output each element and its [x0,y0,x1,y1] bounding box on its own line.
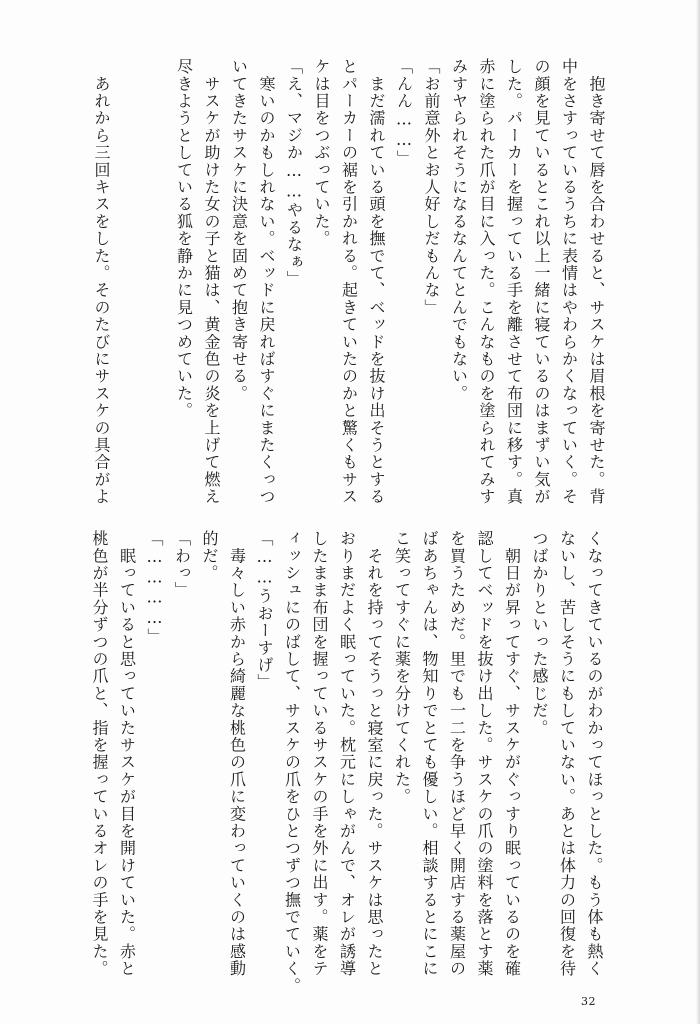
upper-text-block: 抱き寄せて唇を合わせると、サスケは眉根を寄せた。背 中をさすっているうちに表情はやわらかくなっていく。そ の顔を見ているとこれ以上一緒に寝ているのはまずい気が した。パーカーを握っている手を離させて布団に移す。真 赤に塗られた爪が目に入った。こんなものを塗られてみす みすヤられそうになるなんてとんでもない。 「お前意外とお人好しだもんな」 「んん……」 まだ濡れている頭を撫でて、ベッドを抜け出そうとする とパーカーの裾を引かれる。起きていたのかと驚くもサス ケは目をつぶっていた。 「え、マジか……やるなぁ」 寒いのかもしれない。ベッドに戻ればすぐにまたくっつ いてきたサスケに決意を固めて抱き寄せる。 サスケが助けた女の子と猫は、黄金色の炎を上げて燃え 尽きようとしている狐を静かに見つめていた。 あれから三回キスをした。そのたびにサスケの具合がよ [92,58,606,506]
page-number: 32 [581,995,596,1008]
lower-text-block: くなってきているのがわかってほっとした。もう体も熱く ないし、苦しそうにもしていない。あとは体力の回復を待 つばかりといった感じだ。 朝日が昇ってすぐ、サスケがぐっすり眠っているのを確 認してベッドを抜け出した。サスケの爪の塗料を落とす薬 を買うためだ。里でも一二を争うほど早く開店する薬屋の ばあちゃんは、物知りでとても優しい。相談するとにこに こ笑ってすぐに薬を分けてくれた。 それを持ってそうっと寝室に戻った。サスケは思ったと おりまだよく眠っていた。枕元にしゃがんで、オレが誘導 したまま布団を握っているサスケの手を外に出す。薬をテ ィッシュにのばして、サスケの爪をひとつずつ撫でていく。 「……うおーすげ」 毒々しい赤から綺麗な桃色の爪に変わっていくのは感動 的だ。 「わっ」 「…………」 眠っていると思っていたサスケが目を開けていた。赤と 桃色が半分ずつの爪と、指を握っているオレの手を見た。 [90,530,604,995]
scan-edge [696,0,700,1024]
